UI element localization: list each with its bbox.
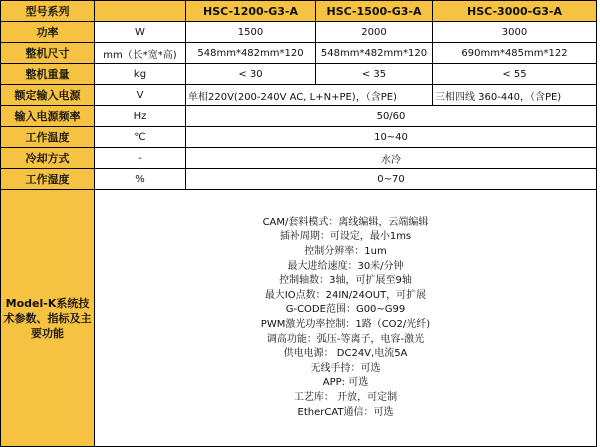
frequency-unit: Hz bbox=[95, 106, 186, 127]
temperature-value: 10~40 bbox=[186, 127, 597, 148]
feature-line: 无线手持：可选 bbox=[310, 362, 381, 374]
feature-line: 最大IO点数：24IN/24OUT，可扩展 bbox=[264, 289, 427, 301]
model-k-label: Model-K系统技术参数、指标及主要功能 bbox=[1, 190, 95, 447]
cooling-value: 水冷 bbox=[186, 148, 597, 169]
cooling-label: 冷却方式 bbox=[1, 148, 95, 169]
power-unit: W bbox=[95, 22, 186, 43]
size-value-2: 548mm*482mm*120 bbox=[316, 43, 433, 64]
weight-value-2: < 35 bbox=[316, 64, 433, 85]
cooling-unit: - bbox=[95, 148, 186, 169]
humidity-row bbox=[1, 169, 597, 190]
feature-line: 供电电源： DC24V,电流5A bbox=[283, 348, 408, 360]
model-header-1: HSC-1200-G3-A bbox=[186, 1, 316, 22]
weight-value-1: < 30 bbox=[186, 64, 316, 85]
model-header-2: HSC-1500-G3-A bbox=[316, 1, 433, 22]
temperature-row bbox=[1, 127, 597, 148]
voltage-value-three-phase: 三相四线 360-440，（含PE) bbox=[433, 85, 597, 106]
feature-line: PWM激光功率控制：1路（CO2/光纤) bbox=[260, 319, 431, 330]
feature-line: EtherCAT通信：可选 bbox=[297, 406, 394, 418]
cooling-row bbox=[1, 148, 597, 169]
model-k-features bbox=[95, 190, 597, 447]
feature-line: 工艺库： 开放，可定制 bbox=[293, 391, 398, 403]
weight-value-3: < 55 bbox=[433, 64, 597, 85]
power-value-3: 3000 bbox=[433, 22, 597, 43]
feature-line: 控制分辨率：1um bbox=[304, 246, 387, 258]
humidity-value: 0~70 bbox=[186, 169, 597, 190]
model-series-header: 型号系列 bbox=[1, 1, 95, 22]
frequency-value: 50/60 bbox=[186, 106, 597, 127]
feature-line: 控制轴数：3轴，可扩展至9轴 bbox=[279, 275, 412, 287]
voltage-unit: V bbox=[95, 85, 186, 106]
frequency-label: 输入电源频率 bbox=[1, 106, 95, 127]
feature-line: G-CODE范围：G00~G99 bbox=[285, 304, 406, 316]
size-label: 整机尺寸 bbox=[1, 43, 95, 64]
power-label: 功率 bbox=[1, 22, 95, 43]
feature-line: 插补周期：可设定，最小1ms bbox=[279, 231, 412, 243]
frequency-row bbox=[1, 106, 597, 127]
voltage-value-single-phase: 单相220V(200-240V AC, L+N+PE)，（含PE) bbox=[186, 85, 433, 106]
power-value-2: 2000 bbox=[316, 22, 433, 43]
size-value-3: 690mm*485mm*122 bbox=[433, 43, 597, 64]
feature-line: CAM/套料模式：离线编辑，云端编辑 bbox=[262, 216, 429, 228]
model-k-row bbox=[1, 190, 597, 447]
feature-line: 调高功能：弧压-等离子，电容-激光 bbox=[266, 333, 425, 345]
model-header-3: HSC-3000-G3-A bbox=[433, 1, 597, 22]
power-value-1: 1500 bbox=[186, 22, 316, 43]
humidity-label: 工作湿度 bbox=[1, 169, 95, 190]
size-unit: mm（长*宽*高) bbox=[95, 43, 186, 64]
temperature-label: 工作温度 bbox=[1, 127, 95, 148]
unit-header bbox=[95, 1, 186, 22]
voltage-row bbox=[1, 85, 597, 106]
power-row bbox=[1, 22, 597, 43]
weight-unit: kg bbox=[95, 64, 186, 85]
weight-label: 整机重量 bbox=[1, 64, 95, 85]
size-value-1: 548mm*482mm*120 bbox=[186, 43, 316, 64]
size-row bbox=[1, 43, 597, 64]
feature-line: 最大进给速度：30米/分钟 bbox=[287, 260, 404, 272]
temperature-unit: ℃ bbox=[95, 127, 186, 148]
voltage-label: 额定输入电源 bbox=[1, 85, 95, 106]
feature-line: APP: 可选 bbox=[322, 377, 369, 389]
header-row bbox=[1, 1, 597, 22]
humidity-unit: % bbox=[95, 169, 186, 190]
weight-row bbox=[1, 64, 597, 85]
